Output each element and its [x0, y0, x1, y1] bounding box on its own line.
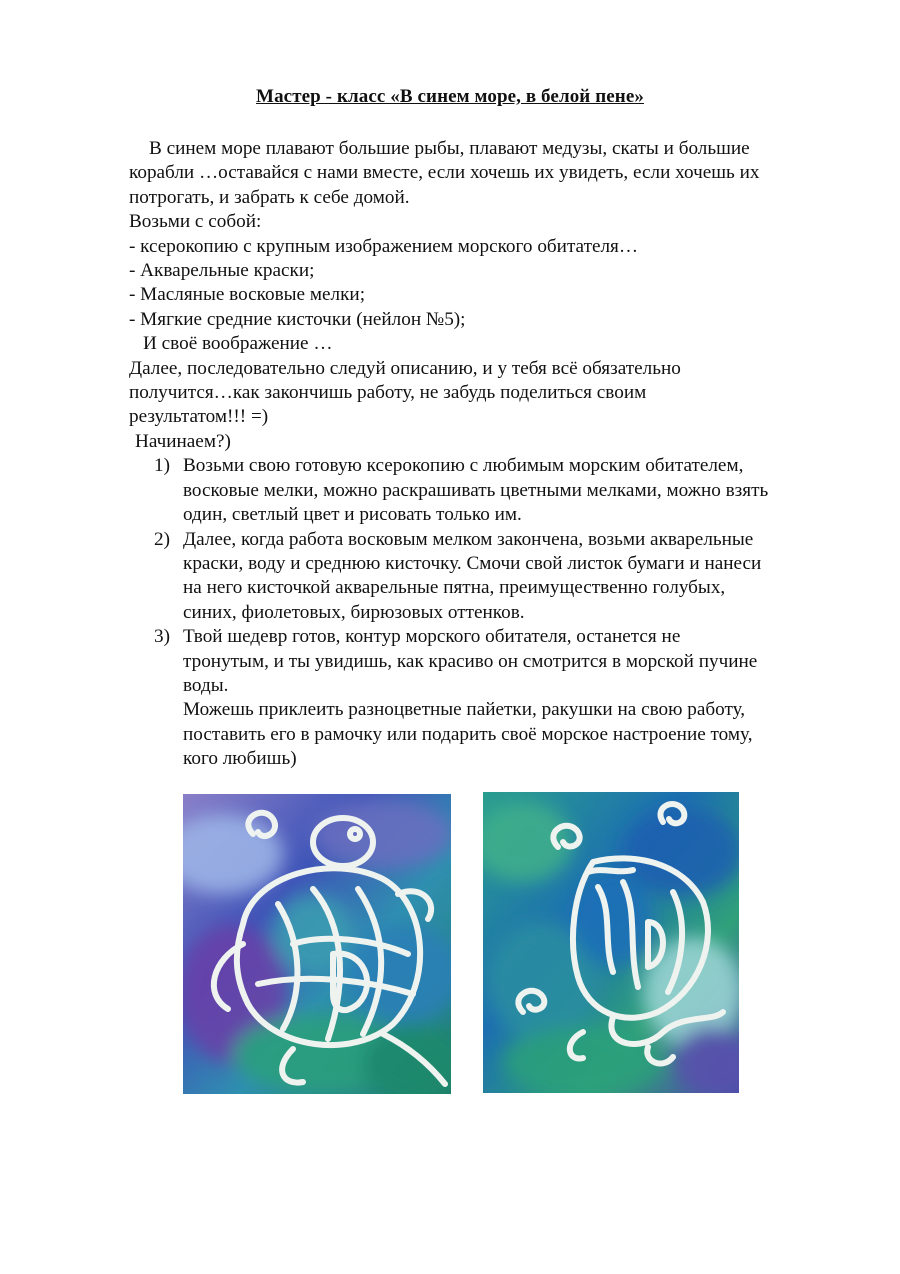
supplies-heading: Возьми с собой:	[129, 211, 262, 233]
step-number: 1)	[154, 455, 170, 477]
step-item	[129, 454, 849, 527]
supply-item: - Масляные восковые мелки;	[129, 284, 366, 306]
intro-line: потрогать, и забрать к себе домой.	[129, 186, 410, 208]
closing-line: кого любишь)	[183, 748, 297, 770]
step-number: 3)	[154, 626, 170, 648]
step-item	[129, 528, 849, 626]
follow-line: Далее, последовательно следуй описанию, и у тебя всё обязательно	[129, 357, 681, 379]
step-line: Твой шедевр готов, контур морского обитателя, останется не	[183, 626, 681, 648]
page-title: Мастер - класс «В синем море, в белой пене»	[256, 86, 644, 107]
follow-line: результатом!!! =)	[129, 406, 269, 428]
step-line: один, светлый цвет и рисовать только им.	[183, 504, 522, 526]
intro-line: корабли …оставайся с нами вместе, если хочешь их увидеть, если хочешь их	[129, 162, 760, 184]
step-number: 2)	[154, 528, 170, 550]
turtle-artwork-image	[183, 794, 451, 1094]
step-line: Возьми свою готовую ксерокопию с любимым морским обитателем,	[183, 455, 744, 477]
follow-line: получится…как закончишь работу, не забудь поделиться своим	[129, 382, 647, 404]
steps-list	[129, 454, 849, 698]
step-line: Далее, когда работа восковым мелком закончена, возьми акварельные	[183, 528, 754, 550]
document-body	[129, 137, 849, 772]
intro-line: В синем море плавают большие рыбы, плавают медузы, скаты и большие	[149, 138, 750, 159]
step-line: восковые мелки, можно раскрашивать цветными мелками, можно взять	[183, 479, 769, 501]
start-line: Начинаем?)	[135, 430, 231, 452]
closing-line: поставить его в рамочку или подарить своё морское настроение тому,	[183, 723, 753, 745]
fish-artwork-image	[483, 792, 739, 1093]
imagination-line: И своё воображение …	[143, 333, 333, 355]
supply-item: - Акварельные краски;	[129, 260, 315, 282]
step-line: тронутым, и ты увидишь, как красиво он смотрится в морской пучине	[183, 650, 758, 672]
step-item	[129, 625, 849, 698]
closing-line: Можешь приклеить разноцветные пайетки, ракушки на свою работу,	[183, 699, 746, 721]
fish-artwork-svg	[483, 792, 739, 1093]
supply-item: - Мягкие средние кисточки (нейлон №5);	[129, 308, 466, 330]
step-line: синих, фиолетовых, бирюзовых оттенков.	[183, 601, 525, 623]
step-line: воды.	[183, 674, 229, 696]
supply-item: - ксерокопию с крупным изображением морского обитателя…	[129, 235, 639, 257]
turtle-artwork-svg	[183, 794, 451, 1094]
step-line: краски, воду и среднюю кисточку. Смочи свой листок бумаги и нанеси	[183, 552, 762, 574]
step-line: на него кисточкой акварельные пятна, преимущественно голубых,	[183, 577, 726, 599]
